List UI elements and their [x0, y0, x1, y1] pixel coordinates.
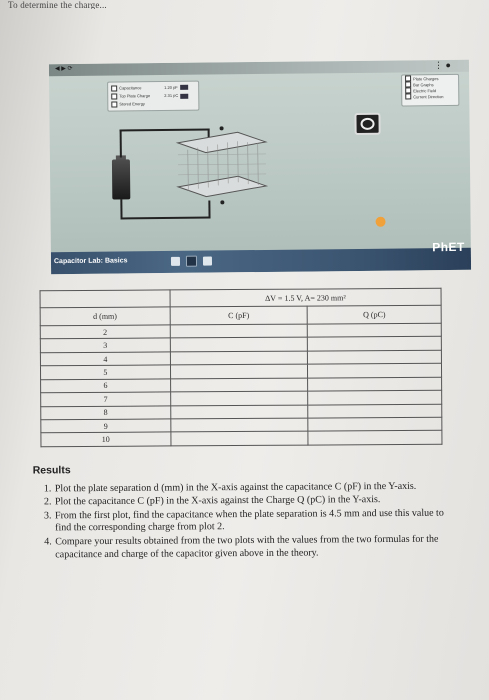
meter-bar: [180, 85, 188, 90]
sim-check-row: Stored Energy: [111, 100, 145, 107]
sim-check-row: Current Direction: [402, 93, 458, 100]
list-item: 3. From the first plot, find the capacitance when the plate separation is 4.5 mm and use this value to find the corresponding charge from plot 2.: [54, 507, 462, 535]
list-item: 1. Plot the plate separation d (mm) in the X-axis against the capacitance C (pF) in the Y-axis.: [54, 480, 462, 495]
sim-check-row: Electric Field: [402, 87, 458, 94]
table-row: 10: [41, 431, 442, 447]
sim-check-row: Plate Charges: [402, 75, 458, 82]
table-row: 9: [41, 417, 442, 433]
voltmeter-icon: [354, 113, 380, 135]
simulation-screenshot: [49, 60, 471, 274]
checkbox-icon: [111, 93, 117, 99]
sim-lab-bar: [51, 248, 471, 274]
phet-logo: PhET: [432, 239, 465, 255]
column-header-charge: Q (pC): [307, 306, 441, 324]
table-condition: ΔV = 1.5 V, A= 230 mm²: [170, 288, 441, 307]
checkbox-icon: [111, 85, 117, 91]
battery-icon: [112, 159, 130, 199]
sim-check-row: Bar Graphs: [402, 81, 458, 88]
sim-check-row: Capacitance: [111, 84, 141, 91]
light-bulb-screen-icon: [203, 257, 212, 266]
sim-meter-readout: 1.20 pF 2.31 pC: [164, 85, 192, 107]
table-row: 6: [41, 377, 442, 393]
table-row: 7: [41, 390, 442, 406]
checkbox-icon: [111, 101, 117, 107]
results-section: [32, 462, 463, 563]
table-row: 5: [40, 364, 441, 380]
home-icon: [171, 257, 180, 266]
table-row: 8: [41, 404, 442, 420]
column-header-capacitance: C (pF): [170, 307, 308, 325]
results-heading: Results: [32, 464, 71, 477]
capacitance-screen-icon: [186, 256, 197, 267]
sim-control-panel: [107, 81, 199, 112]
capacitor-plates-icon: [168, 124, 279, 207]
meter-bar: [180, 94, 188, 99]
wire-bottom: [121, 217, 211, 220]
sim-view-panel: [401, 74, 459, 107]
lab-name: Capacitor Lab: Basics: [53, 257, 128, 266]
wire-top: [120, 129, 122, 157]
sim-menu-icon: ⋮ ●: [433, 59, 451, 71]
cut-off-title: To determine the charge...: [8, 0, 107, 9]
column-header-distance: d (mm): [40, 307, 170, 325]
table-row: 3: [40, 337, 441, 353]
list-item: 4. Compare your results obtained from the two plots with the values from the two formulas for the capacitance and charge of the capacitor given above in the theory.: [54, 533, 462, 561]
sim-screen-icons: [171, 256, 212, 267]
results-list: [32, 480, 463, 562]
checkbox-icon: [405, 93, 411, 99]
sim-check-row: Top Plate Charge: [111, 92, 150, 99]
table-row: 4: [40, 350, 441, 366]
table-header-blank: [40, 290, 170, 308]
list-item: 2. Plot the capacitance C (pF) in the X-axis against the Charge Q (pC) in the Y-axis.: [54, 494, 462, 509]
reset-icon: [376, 217, 386, 227]
wire-bottom: [120, 199, 122, 217]
table-row: 2: [40, 323, 441, 339]
data-table: [40, 288, 443, 447]
sim-nav-icons: ◀ ▶ ⟳: [54, 65, 73, 73]
